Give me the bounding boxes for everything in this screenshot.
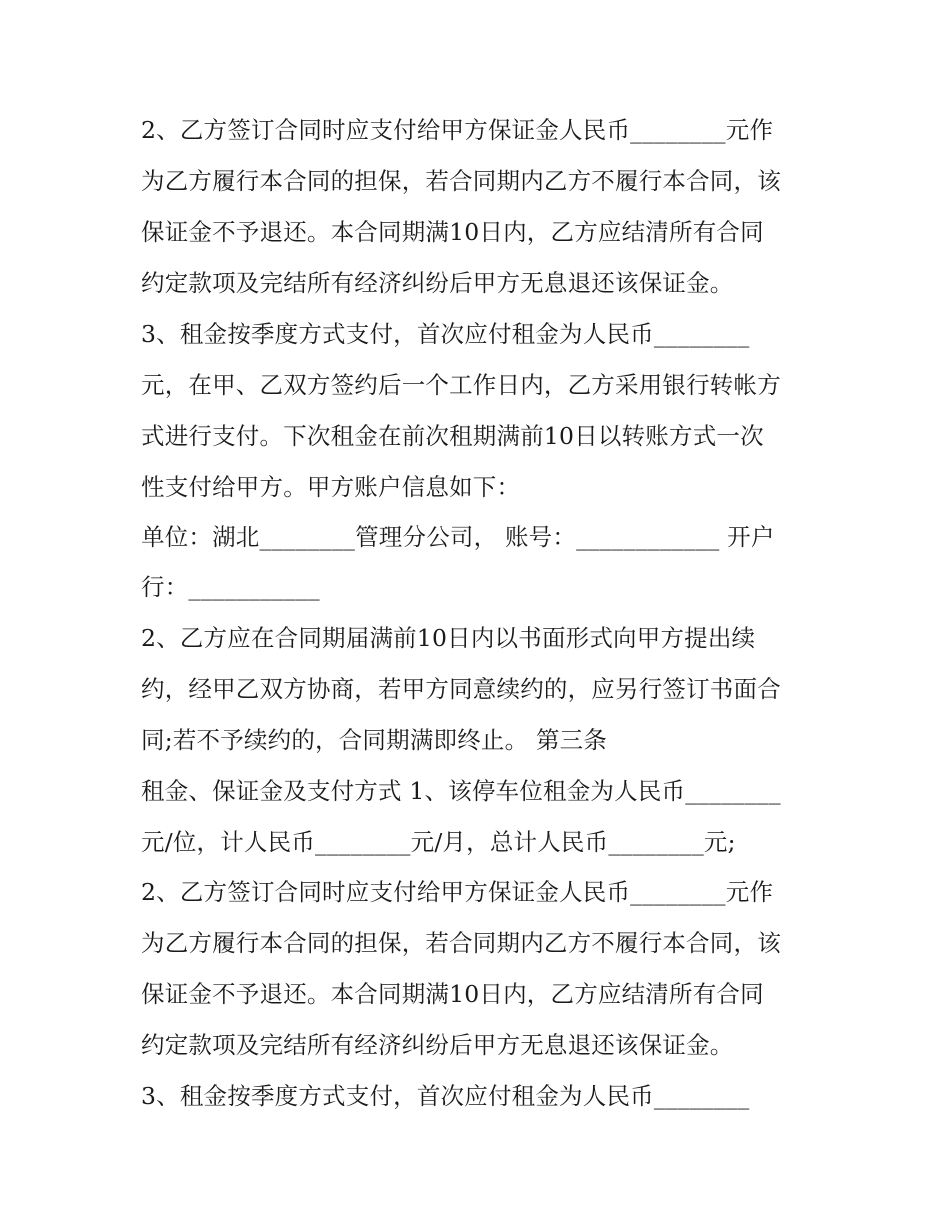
text-line: 约，经甲乙双方协商，若甲方同意续约的，应另行签订书面合 [141,675,781,703]
text-line: 性支付给甲方。甲方账户信息如下： [141,473,521,501]
text-line: 行：___________ [141,573,320,601]
text-line: 2、乙方签订合同时应支付给甲方保证金人民币________元作 [141,116,774,144]
text-line: 租金、保证金及支付方式 1、该停车位租金为人民币________ [141,777,781,805]
text-line: 2、乙方签订合同时应支付给甲方保证金人民币________元作 [141,878,774,906]
text-line: 3、租金按季度方式支付，首次应付租金为人民币________ [141,320,750,348]
text-line: 为乙方履行本合同的担保，若合同期内乙方不履行本合同，该 [141,929,781,957]
text-line: 2、乙方应在合同期届满前10日内以书面形式向甲方提出续 [141,624,756,652]
text-line: 约定款项及完结所有经济纠纷后甲方无息退还该保证金。 [141,1031,734,1059]
text-line: 保证金不予退还。本合同期满10日内，乙方应结清所有合同 [141,218,764,246]
text-line: 式进行支付。下次租金在前次租期满前10日以转账方式一次 [141,422,764,450]
text-line: 约定款项及完结所有经济纠纷后甲方无息退还该保证金。 [141,269,734,297]
text-line: 保证金不予退还。本合同期满10日内，乙方应结清所有合同 [141,980,764,1008]
text-line: 为乙方履行本合同的担保，若合同期内乙方不履行本合同，该 [141,167,781,195]
text-line: 单位：湖北________管理分公司， 账号：____________ 开户 [141,523,775,551]
text-line: 元，在甲、乙双方签约后一个工作日内，乙方采用银行转帐方 [141,371,781,399]
text-line: 同;若不予续约的，合同期满即终止。 第三条 [141,726,608,754]
text-line: 3、租金按季度方式支付，首次应付租金为人民币________ [141,1082,750,1110]
text-line: 元/位，计人民币________元/月，总计人民币________元; [141,828,736,856]
